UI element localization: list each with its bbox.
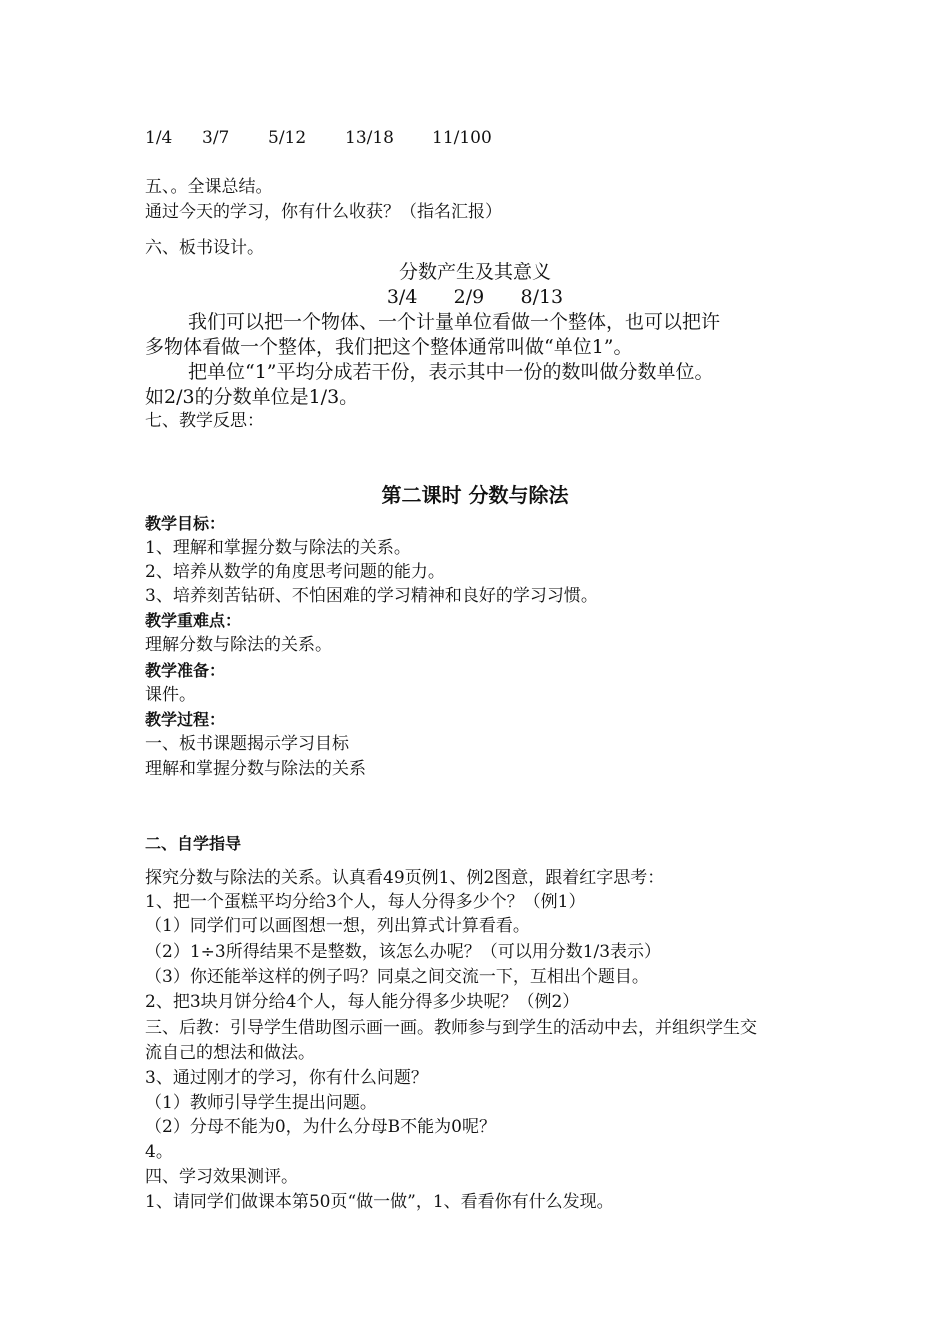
key-heading: 教学重难点： (145, 611, 242, 630)
text-line: 1、请同学们做课本第50页“做一做”，1、看看你有什么发现。 (145, 1192, 614, 1212)
paragraph: 理解分数与除法的关系。 (145, 635, 332, 655)
text-line: 流自己的想法和做法。 (145, 1043, 315, 1063)
board-paragraph: 多物体看做一个整体，我们把这个整体通常叫做“单位1”。 (145, 336, 633, 358)
text-line: 3、通过刚才的学习，你有什么问题？ (145, 1068, 428, 1088)
text-line: 2、把3块月饼分给4个人，每人能分得多少块呢？（例2） (145, 992, 580, 1012)
text-line: 1、把一个蛋糕平均分给3个人，每人分得多少个？（例1） (145, 892, 586, 912)
text-line: （2）1÷3所得结果不是整数，该怎么办呢？（可以用分数1/3表示） (145, 942, 662, 962)
board-paragraph: 如2/3的分数单位是1/3。 (145, 386, 359, 408)
text-line: 探究分数与除法的关系。认真看49页例1、例2图意，跟着红字思考： (145, 868, 665, 888)
board-paragraph: 我们可以把一个物体、一个计量单位看做一个整体，也可以把许 (188, 311, 721, 333)
section-heading: 六、板书设计。 (145, 238, 264, 258)
text-line: （2）分母不能为0，为什么分母B不能为0呢？ (145, 1117, 496, 1137)
paragraph: 课件。 (145, 685, 196, 705)
goal-item: 3、培养刻苦钻研、不怕困难的学习精神和良好的学习习惯。 (145, 586, 598, 606)
section-heading: 五、。全课总结。 (145, 177, 273, 197)
fraction-item: 1/4 (145, 128, 173, 148)
text-line: 四、学习效果测评。 (145, 1167, 298, 1187)
fraction-item: 13/18 (345, 128, 394, 148)
process-heading: 教学过程： (145, 710, 226, 729)
prep-heading: 教学准备： (145, 661, 226, 680)
section-heading: 一、板书课题揭示学习目标 (145, 734, 349, 754)
paragraph: 理解和掌握分数与除法的关系 (145, 759, 366, 779)
fraction-item: 11/100 (432, 128, 492, 148)
text-line: 4。 (145, 1142, 173, 1162)
text-line: （1）教师引导学生提出问题。 (145, 1093, 377, 1113)
text-line: 三、后教：引导学生借助图示画一画。教师参与到学生的活动中去，并组织学生交 (145, 1018, 757, 1038)
board-title: 分数产生及其意义 (398, 261, 551, 283)
section-heading: 七、教学反思： (145, 411, 264, 431)
goal-item: 1、理解和掌握分数与除法的关系。 (145, 538, 411, 558)
paragraph: 通过今天的学习，你有什么收获？（指名汇报） (145, 202, 502, 222)
goal-item: 2、培养从数学的角度思考问题的能力。 (145, 562, 445, 582)
text-line: （1）同学们可以画图想一想，列出算式计算看看。 (145, 916, 530, 936)
board-paragraph: 把单位“1”平均分成若干份，表示其中一份的数叫做分数单位。 (188, 361, 714, 383)
fraction-item: 5/12 (268, 128, 307, 148)
goals-heading: 教学目标： (145, 514, 226, 533)
section-heading: 二、自学指导 (145, 834, 242, 853)
fraction-item: 3/7 (202, 128, 230, 148)
text-line: （3）你还能举这样的例子吗？同桌之间交流一下，互相出个题目。 (145, 967, 649, 987)
lesson-title: 第二课时 分数与除法 (381, 483, 569, 507)
board-fractions: 3/4 2/9 8/13 (386, 286, 564, 308)
